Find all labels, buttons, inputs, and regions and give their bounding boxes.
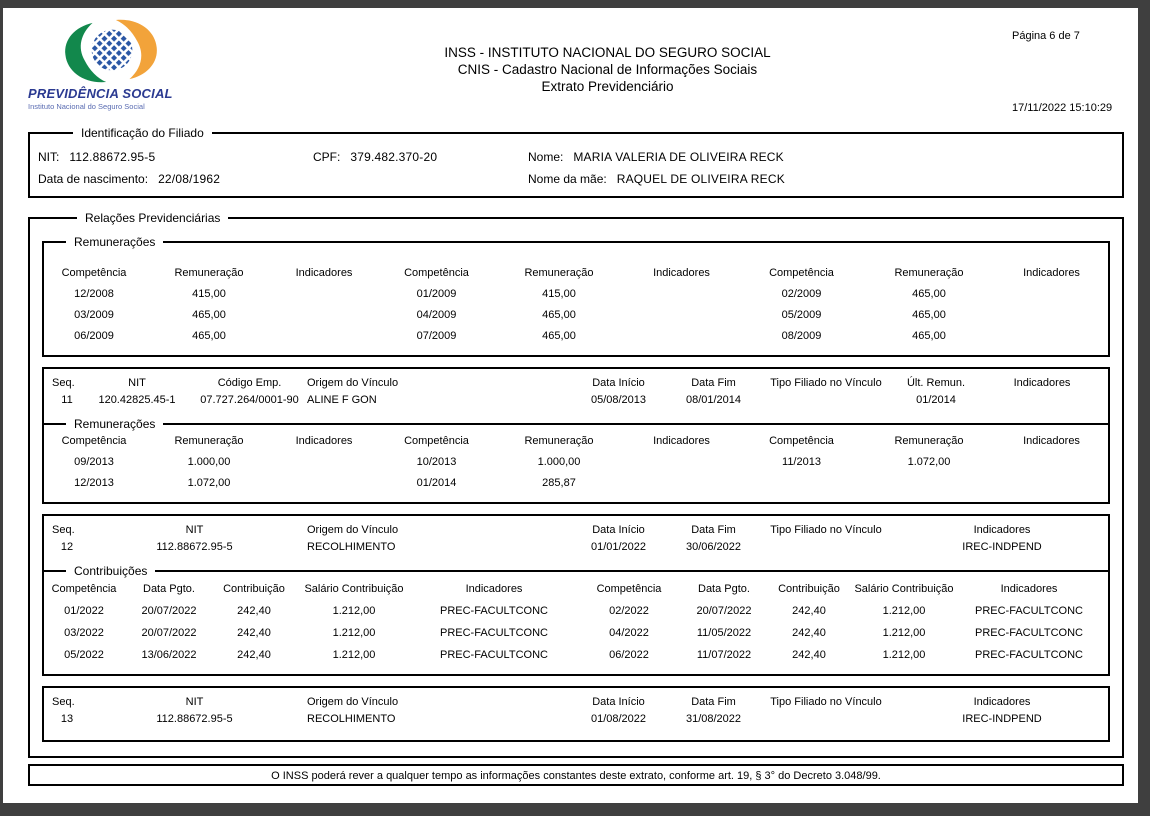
relacoes-legend: Relações Previdenciárias (85, 211, 221, 225)
column-header: Remuneração (174, 267, 244, 279)
column-header: Data Fim (691, 377, 736, 389)
table-cell: 03/2022 (64, 627, 104, 639)
table-cell: 02/2022 (609, 605, 649, 617)
vinculo-header (44, 694, 1108, 728)
table-cell (619, 473, 744, 494)
column-header: NIT (185, 696, 204, 708)
title-line-3: Extrato Previdenciário (541, 79, 674, 94)
column-header: Data Início (592, 377, 645, 389)
seq-value: 11 (61, 394, 73, 406)
column-header: NIT (185, 524, 204, 536)
column-header: Indicadores (973, 524, 1031, 536)
logo-globe-icon (54, 18, 170, 84)
remuneracoes-box (42, 235, 1110, 357)
table-cell: 242,40 (792, 627, 826, 639)
origem-value: RECOLHIMENTO (307, 713, 396, 725)
table-cell (999, 284, 1104, 305)
nit-value: 112.88672.95-5 (156, 713, 233, 725)
column-header: Origem do Vínculo (307, 524, 399, 536)
table-cell: 465,00 (542, 330, 576, 342)
remuneracoes-legend: Remunerações (74, 235, 156, 249)
table-cell: 1.000,00 (187, 456, 231, 468)
table-cell (859, 473, 999, 494)
table-cell: 06/2022 (609, 649, 649, 661)
table-cell: 20/07/2022 (141, 605, 197, 617)
table-cell: 12/2013 (74, 477, 114, 489)
table-cell (274, 473, 374, 494)
column-header: Remuneração (524, 267, 594, 279)
column-header: Seq. (52, 696, 75, 708)
table-cell: 1.212,00 (882, 627, 926, 639)
column-header: Competência (769, 267, 834, 279)
table-cell: 465,00 (192, 330, 226, 342)
header-meta (1012, 18, 1124, 126)
cpf-field (313, 150, 528, 164)
table-cell: 01/2022 (64, 605, 104, 617)
column-header: Data Fim (691, 524, 736, 536)
column-header: Indicadores (295, 435, 353, 447)
table-cell: 04/2009 (416, 309, 457, 321)
page-indicator: Página 6 de 7 (1012, 30, 1080, 42)
remuneracoes-legend: Remunerações (66, 417, 163, 431)
column-header: Competência (769, 435, 834, 447)
column-header: Competência (404, 435, 469, 447)
ult-remun-value: 01/2014 (916, 394, 956, 406)
table-cell: 1.212,00 (882, 649, 926, 661)
tipo-filiado-value (756, 539, 896, 556)
remuneracoes-table (44, 257, 1108, 347)
column-header: Competência (61, 435, 127, 447)
column-header: Indicadores (653, 267, 710, 279)
cpf-label: CPF: (313, 150, 341, 164)
table-cell: 465,00 (912, 288, 946, 300)
table-cell: 12/2008 (74, 288, 114, 300)
nascimento-label: Data de nascimento: (38, 172, 149, 186)
vinculo-seq-13 (42, 686, 1110, 742)
column-header: Competência (404, 267, 469, 279)
table-cell: PREC-FACULTCONC (975, 649, 1083, 661)
table-cell: 465,00 (192, 309, 226, 321)
timestamp: 17/11/2022 15:10:29 (1012, 102, 1113, 114)
table-cell (619, 326, 744, 347)
column-header: Competência (51, 583, 117, 595)
column-header: Competência (61, 267, 127, 279)
sub-section-divider (44, 417, 1108, 431)
sub-section-divider (44, 564, 1108, 578)
table-cell: 242,40 (792, 605, 826, 617)
column-header: Competência (596, 583, 662, 595)
column-header: Indicadores (653, 435, 710, 447)
table-cell: 08/2009 (781, 330, 822, 342)
mae-field (528, 172, 1122, 186)
data-inicio-value: 05/08/2013 (590, 394, 647, 406)
identificacao-legend: Identificação do Filiado (81, 126, 204, 140)
table-cell: 465,00 (912, 309, 946, 321)
table-cell: 09/2013 (74, 456, 114, 468)
table-cell: 11/07/2022 (696, 649, 752, 661)
table-cell: 242,40 (792, 649, 826, 661)
table-cell: 1.212,00 (332, 627, 376, 639)
tipo-filiado-value (756, 711, 896, 728)
table-cell: 13/06/2022 (141, 649, 197, 661)
identificacao-fields (38, 150, 1122, 186)
table-cell: 415,00 (542, 288, 576, 300)
indicadores-value: IREC-INDPEND (962, 713, 1042, 725)
table-cell (619, 284, 744, 305)
table-cell: 11/05/2022 (696, 627, 752, 639)
column-header: Tipo Filiado no Vínculo (770, 377, 882, 389)
column-header: Salário Contribuição (854, 583, 954, 595)
table-cell (999, 326, 1104, 347)
document-page (3, 8, 1138, 803)
column-header: Origem do Vínculo (307, 377, 399, 389)
cpf-value: 379.482.370-20 (350, 150, 438, 164)
previdencia-social-logo (28, 18, 203, 126)
column-header: Seq. (52, 377, 75, 389)
nascimento-field (38, 172, 528, 186)
indicadores-value: IREC-INDPEND (962, 541, 1042, 553)
relacoes-section (28, 211, 1124, 758)
identificacao-section (28, 126, 1124, 198)
data-fim-value: 08/01/2014 (685, 394, 742, 406)
page-title (203, 18, 1012, 126)
brand-subtitle: Instituto Nacional do Seguro Social (28, 102, 145, 111)
column-header: Tipo Filiado no Vínculo (770, 524, 882, 536)
nit-value: 120.42825.45-1 (98, 394, 176, 406)
column-header: Contribuição (223, 583, 285, 595)
nit-value: 112.88672.95-5 (156, 541, 233, 553)
table-cell: 285,87 (542, 477, 576, 489)
column-header: Últ. Remun. (906, 377, 966, 389)
origem-value: RECOLHIMENTO (307, 541, 396, 553)
seq-value: 13 (60, 713, 74, 725)
table-cell: 10/2013 (416, 456, 457, 468)
column-header: Data Início (592, 524, 645, 536)
nit-value: 112.88672.95-5 (69, 150, 156, 164)
nit-field (38, 150, 313, 164)
document-header (3, 8, 1138, 126)
column-header: Indicadores (1023, 267, 1080, 279)
tipo-filiado-value (756, 392, 896, 409)
title-line-1: INSS - INSTITUTO NACIONAL DO SEGURO SOCIAL (444, 45, 771, 60)
column-header: Remuneração (174, 435, 244, 447)
table-cell: 1.212,00 (882, 605, 926, 617)
column-header: Remuneração (894, 435, 964, 447)
indicadores-value (976, 392, 1108, 409)
table-cell (619, 452, 744, 473)
column-header: Data Pgto. (143, 583, 195, 595)
table-cell: 1.212,00 (332, 605, 376, 617)
table-cell: 242,40 (237, 605, 271, 617)
table-cell: PREC-FACULTCONC (440, 649, 548, 661)
nascimento-value: 22/08/1962 (158, 172, 221, 186)
column-header: Indicadores (1000, 583, 1058, 595)
table-cell: 242,40 (237, 649, 271, 661)
nome-label: Nome: (528, 150, 564, 164)
remuneracoes-table (44, 425, 1108, 494)
table-cell: 242,40 (237, 627, 271, 639)
column-header: Tipo Filiado no Vínculo (770, 696, 882, 708)
brand-name: PREVIDÊNCIA SOCIAL (28, 86, 173, 101)
column-header: Código Emp. (217, 377, 282, 389)
table-cell (999, 305, 1104, 326)
table-cell (274, 305, 374, 326)
column-header: Remuneração (894, 267, 964, 279)
contribuicoes-legend: Contribuições (66, 564, 155, 578)
codigo-emp-value: 07.727.264/0001-90 (200, 394, 299, 406)
table-cell: 01/2009 (416, 288, 457, 300)
table-cell: 05/2022 (64, 649, 104, 661)
table-cell: 04/2022 (609, 627, 649, 639)
table-cell: 02/2009 (781, 288, 822, 300)
table-cell: 20/07/2022 (696, 605, 752, 617)
column-header: Salário Contribuição (304, 583, 404, 595)
column-header: Data Pgto. (698, 583, 750, 595)
column-header: Contribuição (778, 583, 840, 595)
table-cell: 20/07/2022 (141, 627, 197, 639)
origem-value: ALINE F GON (307, 394, 377, 406)
column-header: Seq. (52, 524, 75, 536)
title-line-2: CNIS - Cadastro Nacional de Informações Sociais (457, 62, 758, 77)
data-fim-value: 31/08/2022 (685, 713, 742, 725)
table-cell (274, 284, 374, 305)
table-cell: 01/2014 (416, 477, 457, 489)
mae-value: RAQUEL DE OLIVEIRA RECK (616, 172, 785, 186)
table-cell: PREC-FACULTCONC (975, 627, 1083, 639)
table-cell: 03/2009 (74, 309, 114, 321)
column-header: Indicadores (973, 696, 1031, 708)
mae-label: Nome da mãe: (528, 172, 607, 186)
seq-value: 12 (60, 541, 74, 553)
vinculo-seq-12 (42, 514, 1110, 676)
column-header: Origem do Vínculo (307, 696, 399, 708)
table-cell: 1.000,00 (537, 456, 581, 468)
table-cell (619, 305, 744, 326)
table-cell: 465,00 (542, 309, 576, 321)
table-cell (999, 473, 1104, 494)
column-header: Data Fim (691, 696, 736, 708)
footer-notice (28, 764, 1124, 786)
data-fim-value: 30/06/2022 (685, 541, 742, 553)
table-cell: 05/2009 (781, 309, 822, 321)
table-cell: 465,00 (912, 330, 946, 342)
nome-value: MARIA VALERIA DE OLIVEIRA RECK (573, 150, 784, 164)
column-header: Remuneração (524, 435, 594, 447)
vinculo-header (44, 375, 1108, 409)
column-header: NIT (128, 377, 146, 389)
column-header: Indicadores (1013, 377, 1071, 389)
table-cell: PREC-FACULTCONC (975, 605, 1083, 617)
data-inicio-value: 01/08/2022 (590, 713, 647, 725)
table-cell: 07/2009 (416, 330, 457, 342)
table-cell: 415,00 (192, 288, 226, 300)
table-cell: PREC-FACULTCONC (440, 627, 548, 639)
table-cell: 1.212,00 (332, 649, 376, 661)
footer-text: O INSS poderá rever a qualquer tempo as informações constantes deste extrato, conforme art. 19, § 3° do Decreto 3.048/99. (271, 770, 881, 782)
table-cell (274, 452, 374, 473)
column-header: Indicadores (465, 583, 523, 595)
table-cell (744, 473, 859, 494)
vinculo-header (44, 522, 1108, 556)
nit-label: NIT: (38, 150, 60, 164)
column-header: Data Início (592, 696, 645, 708)
table-cell (274, 326, 374, 347)
table-cell: 1.072,00 (907, 456, 951, 468)
table-cell: 06/2009 (74, 330, 114, 342)
table-cell (999, 452, 1104, 473)
column-header: Indicadores (295, 267, 353, 279)
table-cell: 1.072,00 (187, 477, 231, 489)
contribuicoes-table (44, 572, 1108, 666)
column-header: Indicadores (1023, 435, 1080, 447)
table-cell: 11/2013 (782, 456, 821, 468)
vinculo-seq-11 (42, 367, 1110, 504)
data-inicio-value: 01/01/2022 (590, 541, 647, 553)
table-cell: PREC-FACULTCONC (440, 605, 548, 617)
nome-field (528, 150, 1122, 164)
